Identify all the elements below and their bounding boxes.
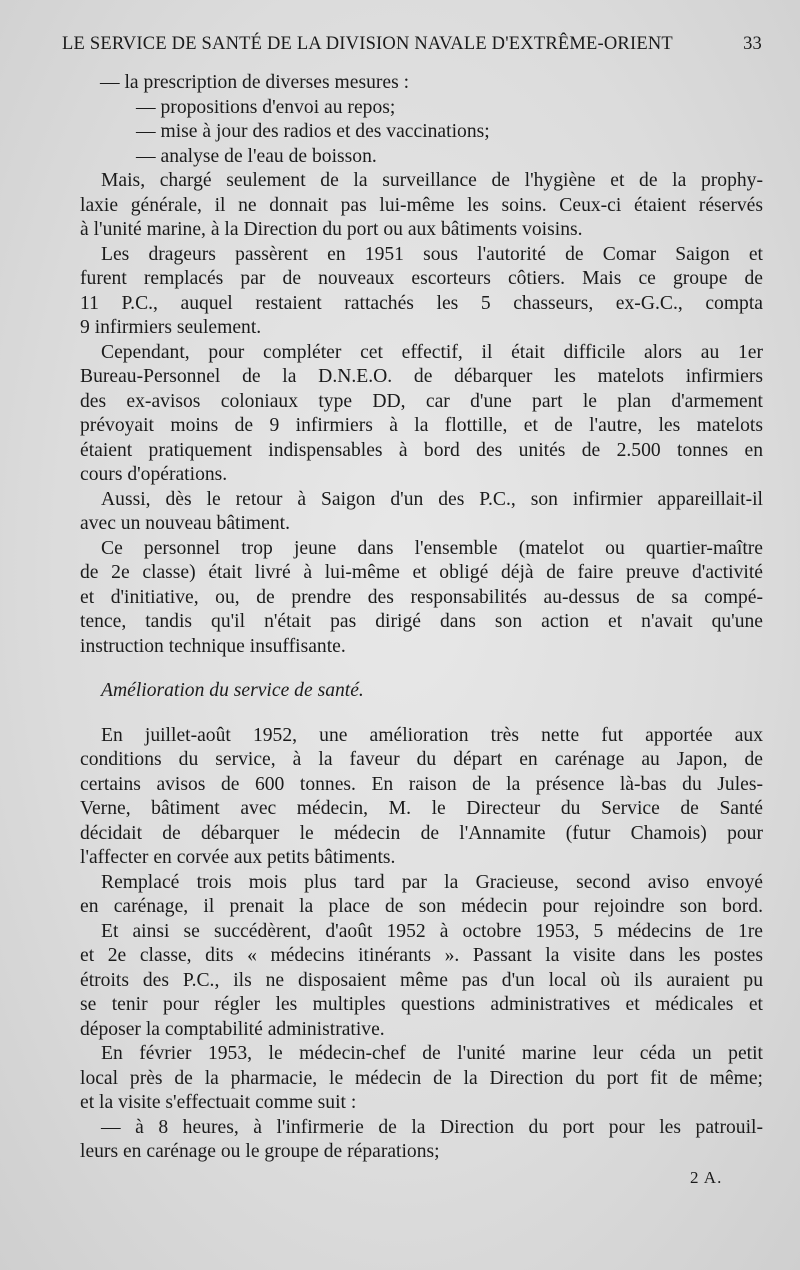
text-line: et la visite s'effectuait comme suit : [80, 1092, 357, 1113]
text-line: 11 P.C., auquel restaient rattachés les 5 chasseurs, ex-G.C., compta [80, 292, 763, 314]
text-line: local près de la pharmacie, le médecin de la Direction du port fit de même; [80, 1067, 763, 1089]
text-line: — la prescription de diverses mesures : [100, 72, 410, 93]
body-text [80, 71, 763, 1165]
text-line: l'affecter en corvée aux petits bâtiments. [80, 847, 396, 868]
signature-mark: 2 A. [690, 1168, 723, 1187]
text-line: des ex-avisos coloniaux type DD, car d'une part le plan d'armement [80, 390, 763, 412]
text-line: instruction technique insuffisante. [80, 635, 346, 657]
text-line: Et ainsi se succédèrent, d'août 1952 à octobre 1953, 5 médecins de 1re [101, 920, 763, 942]
text-line: en carénage, il prenait la place de son médecin pour rejoindre son bord. [80, 896, 763, 917]
text-line: furent remplacés par de nouveaux escorteurs côtiers. Mais ce groupe de [80, 268, 763, 289]
text-line: prévoyait moins de 9 infirmiers à la flottille, et de l'autre, les matelots [80, 415, 763, 436]
text-line: déposer la comptabilité administrative. [80, 1018, 385, 1040]
running-title: LE SERVICE DE SANTÉ DE LA DIVISION NAVALE D'EXTRÊME-ORIENT [62, 34, 673, 54]
text-line: En juillet-août 1952, une amélioration très nette fut apportée aux [101, 724, 763, 746]
text-line: Ce personnel trop jeune dans l'ensemble (matelot ou quartier-maître [101, 537, 763, 559]
text-line: leurs en carénage ou le groupe de réparations; [80, 1141, 440, 1162]
text-line: cours d'opérations. [80, 464, 228, 485]
text-line: 9 infirmiers seulement. [80, 317, 262, 338]
running-header [62, 34, 762, 64]
text-line: Verne, bâtiment avec médecin, M. le Directeur du Service de Santé [80, 798, 763, 819]
text-line: Les drageurs passèrent en 1951 sous l'autorité de Comar Saigon et [101, 243, 763, 265]
text-line: conditions du service, à la faveur du départ en carénage au Japon, de [80, 749, 763, 770]
text-line: En février 1953, le médecin-chef de l'unité marine leur céda un petit [101, 1043, 763, 1064]
text-line: — propositions d'envoi au repos; [136, 96, 396, 118]
text-line: et d'initiative, ou, de prendre des responsabilités au-dessus de sa compé- [80, 586, 763, 608]
text-line: à l'unité marine, à la Direction du port ou aux bâtiments voisins. [80, 219, 583, 240]
text-line: — mise à jour des radios et des vaccinations; [136, 121, 490, 142]
section-heading: Amélioration du service de santé. [101, 680, 364, 701]
text-line: de 2e classe) était livré à lui-même et obligé déjà de faire preuve d'activité [80, 562, 763, 583]
text-line: laxie générale, il ne donnait pas lui-même les soins. Ceux-ci étaient réservés [80, 194, 763, 216]
text-line: Mais, chargé seulement de la surveillance de l'hygiène et de la prophy- [101, 170, 763, 191]
text-line: étroits des P.C., ils ne disposaient même pas d'un local où ils auraient pu [80, 969, 763, 991]
text-line: certains avisos de 600 tonnes. En raison de la présence là-bas du Jules- [80, 773, 763, 795]
page-number: 33 [743, 34, 762, 54]
text-line: décidait de débarquer le médecin de l'Annamite (futur Chamois) pour [80, 822, 763, 844]
text-line: avec un nouveau bâtiment. [80, 513, 291, 534]
text-line: et 2e classe, dits « médecins itinérants ». Passant la visite dans les postes [80, 945, 763, 966]
text-line: tence, tandis qu'il n'était pas dirigé dans son action et n'avait qu'une [80, 611, 763, 632]
text-line: se tenir pour régler les multiples questions administratives et médicales et [80, 994, 763, 1015]
text-line: Remplacé trois mois plus tard par la Gracieuse, second aviso envoyé [101, 871, 763, 893]
text-line: — à 8 heures, à l'infirmerie de la Direction du port pour les patrouil- [101, 1116, 763, 1138]
text-line: — analyse de l'eau de boisson. [136, 145, 377, 167]
text-line: Aussi, dès le retour à Saigon d'un des P.C., son infirmier appareillait-il [101, 488, 763, 510]
text-line: étaient pratiquement indispensables à bord des unités de 2.500 tonnes en [80, 439, 763, 461]
text-line: Bureau-Personnel de la D.N.E.O. de débarquer les matelots infirmiers [80, 366, 763, 387]
text-line: Cependant, pour compléter cet effectif, il était difficile alors au 1er [101, 341, 763, 363]
